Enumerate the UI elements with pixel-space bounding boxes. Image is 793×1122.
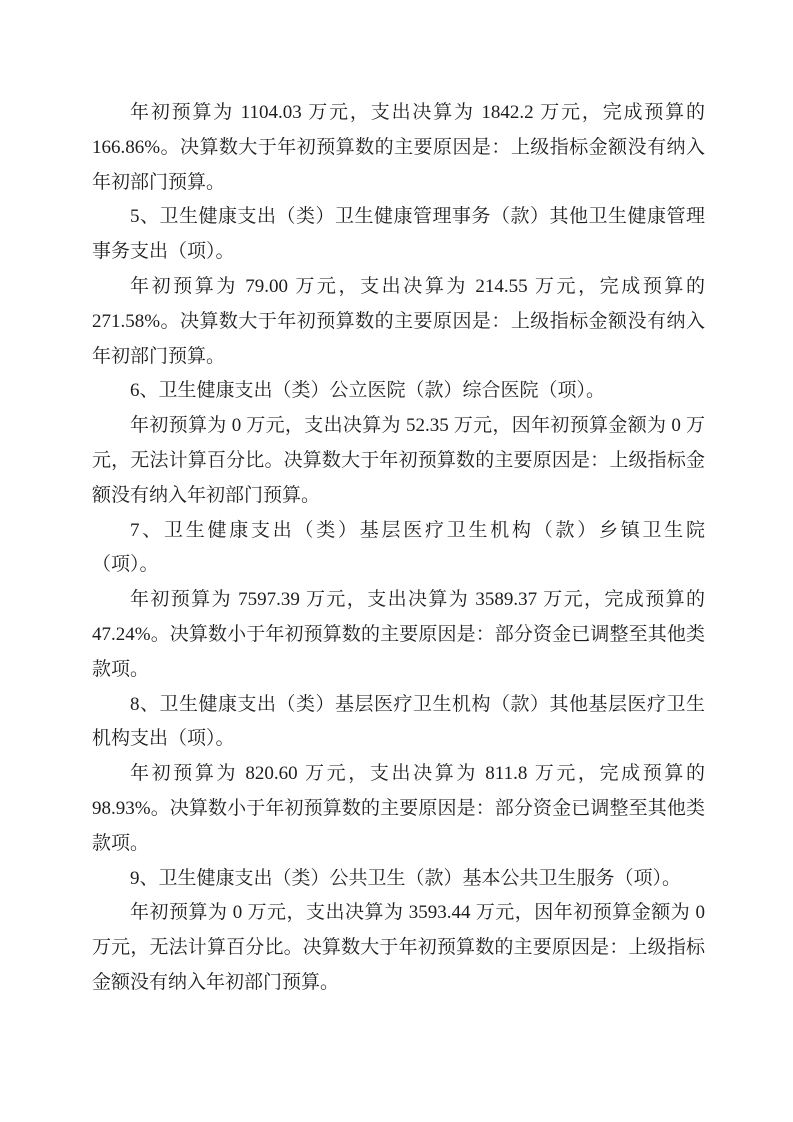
text-line: 166.86%。决算数大于年初预算数的主要原因是：上级指标金额没有纳入 xyxy=(92,136,705,158)
text-line: 6、卫生健康支出（类）公立医院（款）综合医院（项）。 xyxy=(130,380,606,402)
text-line: 金额没有纳入年初部门预算。 xyxy=(92,971,340,993)
text-line: （项）。 xyxy=(92,554,159,576)
text-line: 年初预算为 79.00 万元，支出决算为 214.55 万元，完成预算的 xyxy=(130,275,705,297)
text-line: 8、卫生健康支出（类）基层医疗卫生机构（款）其他基层医疗卫生 xyxy=(130,693,705,715)
text-line: 机构支出（项）。 xyxy=(92,728,235,750)
text-line: 年初预算为 1104.03 万元，支出决算为 1842.2 万元，完成预算的 xyxy=(130,102,705,123)
text-line: 年初部门预算。 xyxy=(92,171,226,193)
text-line: 47.24%。决算数小于年初预算数的主要原因是：部分资金已调整至其他类 xyxy=(92,623,705,645)
text-line: 5、卫生健康支出（类）卫生健康管理事务（款）其他卫生健康管理 xyxy=(130,206,705,228)
document-content xyxy=(92,96,705,1001)
text-line: 271.58%。决算数大于年初预算数的主要原因是：上级指标金额没有纳入 xyxy=(92,310,705,332)
text-line: 事务支出（项）。 xyxy=(92,241,235,263)
text-line: 款项。 xyxy=(92,658,150,680)
text-line: 额没有纳入年初部门预算。 xyxy=(92,484,321,506)
text-line: 9、卫生健康支出（类）公共卫生（款）基本公共卫生服务（项）。 xyxy=(130,867,682,889)
text-line: 年初预算为 820.60 万元，支出决算为 811.8 万元，完成预算的 xyxy=(130,763,705,785)
text-line: 98.93%。决算数小于年初预算数的主要原因是：部分资金已调整至其他类 xyxy=(92,797,705,819)
text-line: 万元，无法计算百分比。决算数大于年初预算数的主要原因是：上级指标 xyxy=(92,937,705,959)
text-line: 年初预算为 0 万元，支出决算为 52.35 万元，因年初预算金额为 0 万 xyxy=(130,415,705,437)
text-line: 元，无法计算百分比。决算数大于年初预算数的主要原因是：上级指标金 xyxy=(92,449,705,471)
text-line: 7、卫生健康支出（类）基层医疗卫生机构（款）乡镇卫生院 xyxy=(130,519,705,541)
text-line: 款项。 xyxy=(92,832,150,854)
text-line: 年初预算为 0 万元，支出决算为 3593.44 万元，因年初预算金额为 0 xyxy=(130,902,705,924)
text-line: 年初预算为 7597.39 万元，支出决算为 3589.37 万元，完成预算的 xyxy=(130,589,705,611)
text-line: 年初部门预算。 xyxy=(92,345,226,367)
